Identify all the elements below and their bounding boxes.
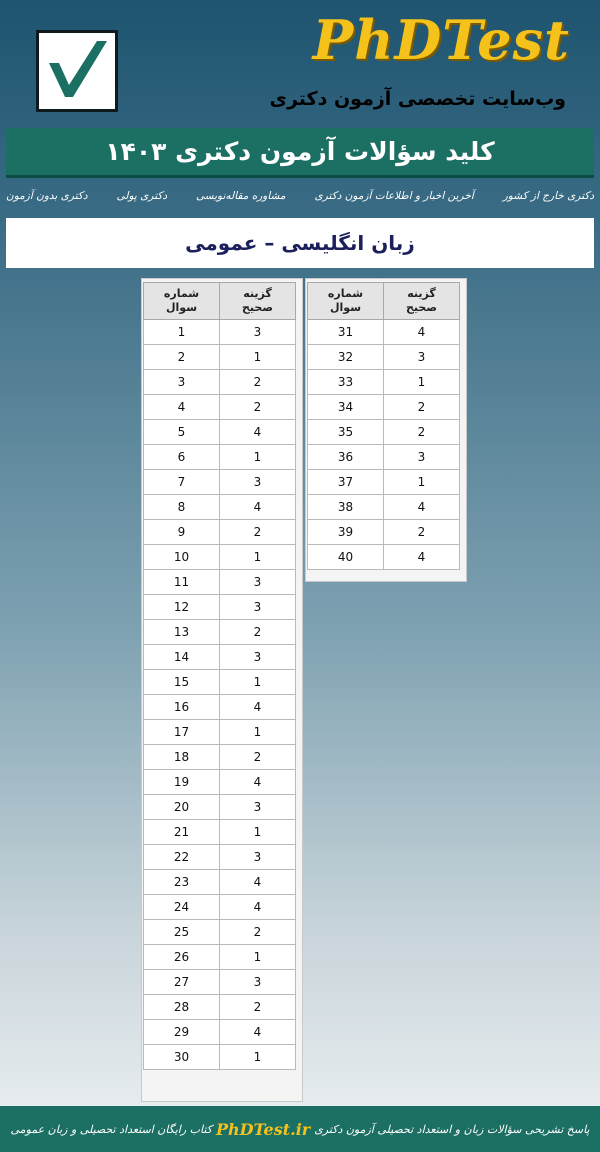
correct-answer-cell: 3	[220, 320, 296, 345]
answer-rows-left	[144, 320, 296, 1070]
question-number-cell: 3	[144, 370, 220, 395]
header-correct-answer: گزینه صحیح	[384, 283, 460, 320]
footer-banner[interactable]	[0, 1106, 600, 1152]
table-row	[144, 495, 296, 520]
table-row	[144, 620, 296, 645]
question-number-cell: 37	[308, 470, 384, 495]
question-number-cell: 26	[144, 945, 220, 970]
correct-answer-cell: 4	[220, 870, 296, 895]
table-row	[144, 345, 296, 370]
top-nav	[0, 190, 600, 214]
question-number-cell: 39	[308, 520, 384, 545]
correct-answer-cell: 4	[384, 495, 460, 520]
table-row	[144, 1045, 296, 1070]
correct-answer-cell: 1	[220, 1045, 296, 1070]
question-number-cell: 16	[144, 695, 220, 720]
page-title: کلید سؤالات آزمون دکتری ۱۴۰۳	[105, 137, 495, 166]
table-row	[308, 445, 460, 470]
question-number-cell: 29	[144, 1020, 220, 1045]
question-number-cell: 6	[144, 445, 220, 470]
table-row	[308, 520, 460, 545]
question-number-cell: 24	[144, 895, 220, 920]
question-number-cell: 19	[144, 770, 220, 795]
correct-answer-cell: 3	[220, 645, 296, 670]
correct-answer-cell: 4	[220, 420, 296, 445]
question-number-cell: 38	[308, 495, 384, 520]
correct-answer-cell: 1	[220, 670, 296, 695]
correct-answer-cell: 4	[220, 895, 296, 920]
correct-answer-cell: 3	[384, 345, 460, 370]
table-row	[308, 470, 460, 495]
table-row	[308, 370, 460, 395]
table-row	[144, 1020, 296, 1045]
nav-link-latest-news[interactable]: آخرین اخبار و اطلاعات آزمون دکتری	[314, 190, 474, 202]
table-row	[144, 795, 296, 820]
table-row	[144, 770, 296, 795]
correct-answer-cell: 2	[220, 620, 296, 645]
nav-link-no-exam[interactable]: دکتری بدون آزمون	[6, 190, 88, 202]
table-row	[308, 395, 460, 420]
table-row	[144, 695, 296, 720]
table-row	[144, 370, 296, 395]
correct-answer-cell: 4	[220, 1020, 296, 1045]
table-row	[144, 870, 296, 895]
question-number-cell: 22	[144, 845, 220, 870]
table-row	[308, 320, 460, 345]
correct-answer-cell: 4	[384, 320, 460, 345]
answer-table-right	[307, 282, 460, 570]
table-row	[144, 645, 296, 670]
table-row	[144, 920, 296, 945]
question-number-cell: 32	[308, 345, 384, 370]
header-question-number: شماره سوال	[308, 283, 384, 320]
answer-rows-right	[308, 320, 460, 570]
correct-answer-cell: 2	[220, 995, 296, 1020]
correct-answer-cell: 1	[220, 445, 296, 470]
question-number-cell: 11	[144, 570, 220, 595]
question-number-cell: 27	[144, 970, 220, 995]
correct-answer-cell: 2	[220, 745, 296, 770]
subject-bar	[6, 218, 594, 268]
table-row	[144, 745, 296, 770]
table-row	[144, 720, 296, 745]
correct-answer-cell: 3	[220, 570, 296, 595]
table-row	[144, 545, 296, 570]
brand-logo-text[interactable]: PhDTest	[312, 8, 570, 72]
correct-answer-cell: 3	[384, 445, 460, 470]
question-number-cell: 1	[144, 320, 220, 345]
correct-answer-cell: 3	[220, 470, 296, 495]
page-title-bar	[6, 128, 594, 178]
correct-answer-cell: 1	[220, 545, 296, 570]
table-row	[144, 820, 296, 845]
question-number-cell: 25	[144, 920, 220, 945]
table-row	[144, 895, 296, 920]
table-row	[144, 520, 296, 545]
correct-answer-cell: 2	[220, 395, 296, 420]
question-number-cell: 34	[308, 395, 384, 420]
question-number-cell: 20	[144, 795, 220, 820]
question-number-cell: 36	[308, 445, 384, 470]
table-row	[308, 495, 460, 520]
correct-answer-cell: 3	[220, 795, 296, 820]
question-number-cell: 9	[144, 520, 220, 545]
table-row	[144, 470, 296, 495]
table-row	[144, 995, 296, 1020]
correct-answer-cell: 1	[220, 945, 296, 970]
correct-answer-cell: 4	[384, 545, 460, 570]
correct-answer-cell: 2	[220, 920, 296, 945]
correct-answer-cell: 3	[220, 970, 296, 995]
question-number-cell: 8	[144, 495, 220, 520]
site-tagline: وب‌سایت تخصصی آزمون دکتری	[269, 88, 566, 110]
nav-link-phd-abroad[interactable]: دکتری خارج از کشور	[502, 190, 594, 202]
question-number-cell: 5	[144, 420, 220, 445]
correct-answer-cell: 1	[384, 370, 460, 395]
table-row	[144, 595, 296, 620]
question-number-cell: 28	[144, 995, 220, 1020]
question-number-cell: 4	[144, 395, 220, 420]
question-number-cell: 18	[144, 745, 220, 770]
question-number-cell: 15	[144, 670, 220, 695]
correct-answer-cell: 2	[384, 420, 460, 445]
question-number-cell: 35	[308, 420, 384, 445]
checkmark-logo-icon[interactable]	[36, 30, 118, 112]
correct-answer-cell: 1	[220, 345, 296, 370]
question-number-cell: 33	[308, 370, 384, 395]
table-row	[144, 420, 296, 445]
correct-answer-cell: 2	[384, 395, 460, 420]
question-number-cell: 7	[144, 470, 220, 495]
footer-link-answers[interactable]: پاسخ تشریحی سؤالات زبان و استعداد تحصیلی آزمون دکتری	[314, 1122, 590, 1136]
question-number-cell: 30	[144, 1045, 220, 1070]
site-header	[0, 0, 600, 126]
table-row	[144, 670, 296, 695]
table-row	[144, 320, 296, 345]
header-question-number: شماره سوال	[144, 283, 220, 320]
table-row	[308, 545, 460, 570]
question-number-cell: 13	[144, 620, 220, 645]
table-row	[144, 845, 296, 870]
question-number-cell: 40	[308, 545, 384, 570]
correct-answer-cell: 1	[220, 720, 296, 745]
correct-answer-cell: 4	[220, 770, 296, 795]
table-row	[144, 445, 296, 470]
question-number-cell: 17	[144, 720, 220, 745]
question-number-cell: 10	[144, 545, 220, 570]
nav-link-article-consult[interactable]: مشاوره مقاله‌نویسی	[196, 190, 286, 202]
correct-answer-cell: 1	[384, 470, 460, 495]
table-header-row	[308, 283, 460, 320]
table-row	[308, 345, 460, 370]
correct-answer-cell: 2	[384, 520, 460, 545]
question-number-cell: 12	[144, 595, 220, 620]
correct-answer-cell: 1	[220, 820, 296, 845]
correct-answer-cell: 2	[220, 370, 296, 395]
question-number-cell: 23	[144, 870, 220, 895]
subject-title: زبان انگلیسی – عمومی	[185, 231, 415, 255]
table-row	[308, 420, 460, 445]
table-header-row	[144, 283, 296, 320]
table-row	[144, 945, 296, 970]
correct-answer-cell: 4	[220, 495, 296, 520]
footer-brand[interactable]: PhDTest.ir	[215, 1119, 311, 1139]
question-number-cell: 31	[308, 320, 384, 345]
answer-table-left	[143, 282, 296, 1070]
table-row	[144, 970, 296, 995]
question-number-cell: 2	[144, 345, 220, 370]
question-number-cell: 14	[144, 645, 220, 670]
nav-link-paid-phd[interactable]: دکتری پولی	[116, 190, 168, 202]
correct-answer-cell: 4	[220, 695, 296, 720]
correct-answer-cell: 3	[220, 845, 296, 870]
correct-answer-cell: 3	[220, 595, 296, 620]
table-row	[144, 395, 296, 420]
table-row	[144, 570, 296, 595]
correct-answer-cell: 2	[220, 520, 296, 545]
header-correct-answer: گزینه صحیح	[220, 283, 296, 320]
question-number-cell: 21	[144, 820, 220, 845]
footer-link-free-book[interactable]: کتاب رایگان استعداد تحصیلی و زبان عمومی	[10, 1122, 212, 1136]
